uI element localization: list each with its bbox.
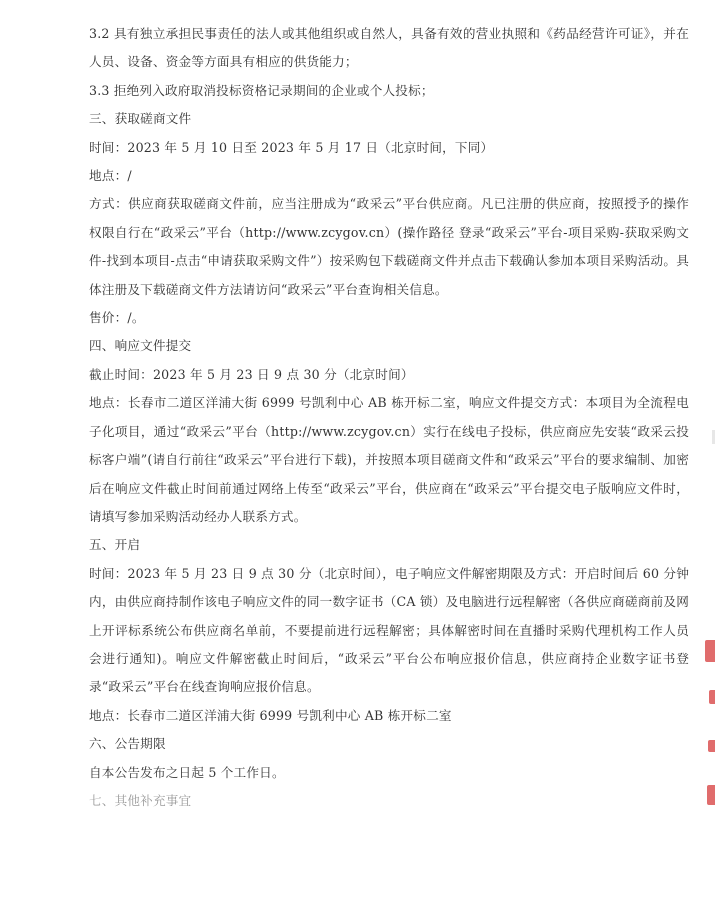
paragraph-submission-location: 地点：长春市二道区洋浦大街 6999 号凯利中心 AB 栋开标二室，响应文件提交方式：本项目为全流程电子化项目，通过“政采云”平台（http://www.zcygov.cn）实行在线电子投标，供应商应先安装“政采云投标客户端”(请自行前往“政采云”平台进行下载)，并按照本项目磋商文件和“政采云”平台的要求编制、加密后在响应文件截止时间前通过网络上传至“政采云”平台，供应商在“政采云”平台提交电子版响应文件时，请填写参加采购活动经办人联系方式。	[89, 395, 689, 524]
paragraph-qualification-3-3: 3.3 拒绝列入政府取消投标资格记录期间的企业或个人投标；	[89, 82, 434, 98]
seal-stroke	[709, 690, 715, 704]
paragraph-obtain-location: 地点：/	[89, 168, 132, 184]
paragraph-price: 售价：/。	[89, 310, 145, 326]
paragraph-opening-location: 地点：长春市二道区洋浦大街 6999 号凯利中心 AB 栋开标二室	[89, 707, 452, 723]
document-body	[89, 20, 689, 815]
section-heading-submission: 四、响应文件提交	[89, 338, 192, 354]
seal-stroke	[707, 785, 715, 805]
section-heading-notice-period: 六、公告期限	[89, 736, 166, 752]
paragraph-obtain-time: 时间：2023 年 5 月 10 日至 2023 年 5 月 17 日（北京时间，下同）	[89, 139, 494, 155]
section-heading-supplementary: 七、其他补充事宜	[89, 792, 192, 808]
paragraph-obtain-method: 方式：供应商获取磋商文件前，应当注册成为“政采云”平台供应商。凡已注册的供应商，按照授予的操作权限自行在“政采云”平台（http://www.zcygov.cn）(操作路径 登录“政采云”平台-项目采购-获取采购文件-找到本项目-点击“申请获取采购文件”）按采购包下载磋商文件并点击下载确认参加本项目采购活动。具体注册及下载磋商文件方法请访问“政采云”平台查询相关信息。	[89, 196, 689, 297]
paragraph-notice-period: 自本公告发布之日起 5 个工作日。	[89, 764, 285, 780]
paragraph-deadline: 截止时间：2023 年 5 月 23 日 9 点 30 分（北京时间）	[89, 366, 414, 382]
section-heading-opening: 五、开启	[89, 537, 141, 553]
seal-stroke	[708, 740, 715, 752]
paragraph-qualification-3-2: 3.2 具有独立承担民事责任的法人或其他组织或自然人，具备有效的营业执照和《药品经营许可证》，并在人员、设备、资金等方面具有相应的供货能力；	[89, 26, 689, 70]
seal-stroke	[705, 640, 715, 662]
paragraph-opening-time: 时间：2023 年 5 月 23 日 9 点 30 分（北京时间），电子响应文件解密期限及方式：开启时间后 60 分钟内，由供应商持制作该电子响应文件的同一数字证书（CA 锁）及电脑进行远程解密（各供应商磋商前及网上开评标系统公布供应商名单前，不要提前进行远程解密；具体解密时间在直播时采购代理机构工作人员会进行通知)。响应文件解密截止时间后，“政采云”平台公布响应报价信息，供应商持企业数字证书登录“政采云”平台在线查询响应报价信息。	[89, 565, 689, 695]
section-heading-obtain-documents: 三、获取磋商文件	[89, 111, 192, 127]
seal-stamp-fragment	[699, 630, 715, 810]
